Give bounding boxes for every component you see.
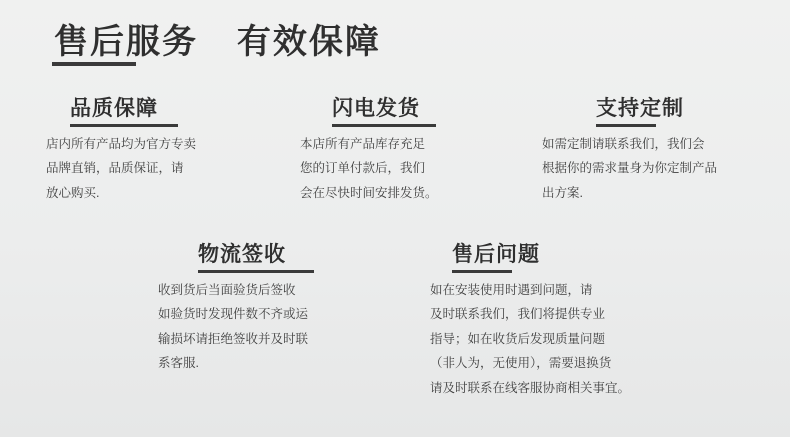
service-block-after-sales-title-underline (452, 270, 512, 273)
service-block-customization-body (542, 132, 782, 205)
page-title-underline (52, 62, 136, 66)
service-block-quality-body (46, 132, 276, 205)
service-block-after-sales-line-2: 及时联系我们，我们将提供专业 (430, 307, 606, 322)
service-block-quality-line-2: 品牌直销，品质保证，请 (46, 161, 184, 176)
service-block-after-sales-line-3: 指导；如在收货后发现质量问题 (430, 331, 606, 346)
page-title-part-2: 有效保障 (236, 23, 381, 61)
service-block-after-sales (430, 238, 730, 400)
page-title (54, 14, 381, 63)
service-block-shipping-line-2: 您的订单付款后，我们 (300, 161, 426, 176)
service-block-logistics-title-text: 物流签收 (198, 243, 286, 266)
service-block-logistics-title (198, 238, 286, 268)
service-block-customization-title-underline (596, 124, 656, 127)
service-block-shipping-line-3: 会在尽快时间安排发货。 (300, 185, 438, 200)
service-block-after-sales-line-1: 如在安装使用时遇到问题，请 (430, 283, 593, 297)
service-block-after-sales-line-5: 请及时联系在线客服协商相关事宜。 (430, 380, 631, 395)
service-block-shipping-body (300, 132, 530, 205)
service-block-quality-line-1: 店内所有产品均为官方专卖 (46, 137, 197, 151)
service-block-after-sales-title-text: 售后问题 (452, 243, 540, 266)
service-block-quality-title (70, 92, 158, 122)
service-block-customization-line-2: 根据你的需求量身为你定制产品 (542, 161, 718, 176)
service-block-customization-line-3: 出方案. (542, 185, 583, 200)
service-block-shipping-title-underline (332, 124, 436, 127)
service-block-shipping-line-1: 本店所有产品库存充足 (300, 137, 426, 151)
service-block-shipping (300, 92, 530, 205)
service-block-customization-title-text: 支持定制 (596, 97, 684, 120)
service-block-logistics (158, 238, 408, 376)
service-block-quality (46, 92, 276, 205)
service-block-logistics-title-underline (198, 270, 314, 273)
service-block-after-sales-title (452, 238, 540, 268)
service-block-logistics-body (158, 278, 408, 376)
page-title-part-1: 售后服务 (54, 23, 198, 61)
service-block-logistics-line-3: 输损坏请拒绝签收并及时联 (158, 331, 309, 346)
service-block-logistics-line-4: 系客服. (158, 356, 199, 371)
service-block-after-sales-line-4: （非人为，无使用），需要退换货 (430, 356, 612, 371)
service-block-quality-title-text: 品质保障 (70, 97, 158, 120)
service-block-logistics-line-1: 收到货后当面验货后签收 (158, 283, 296, 297)
service-block-quality-line-3: 放心购买. (46, 185, 100, 200)
service-block-quality-title-underline (70, 124, 178, 127)
service-block-customization (542, 92, 782, 205)
service-block-shipping-title (332, 92, 420, 122)
service-block-shipping-title-text: 闪电发货 (332, 97, 420, 120)
service-block-logistics-line-2: 如验货时发现件数不齐或运 (158, 307, 309, 322)
service-block-after-sales-body (430, 278, 730, 400)
service-block-customization-line-1: 如需定制请联系我们，我们会 (542, 137, 705, 151)
service-block-customization-title (596, 92, 684, 122)
